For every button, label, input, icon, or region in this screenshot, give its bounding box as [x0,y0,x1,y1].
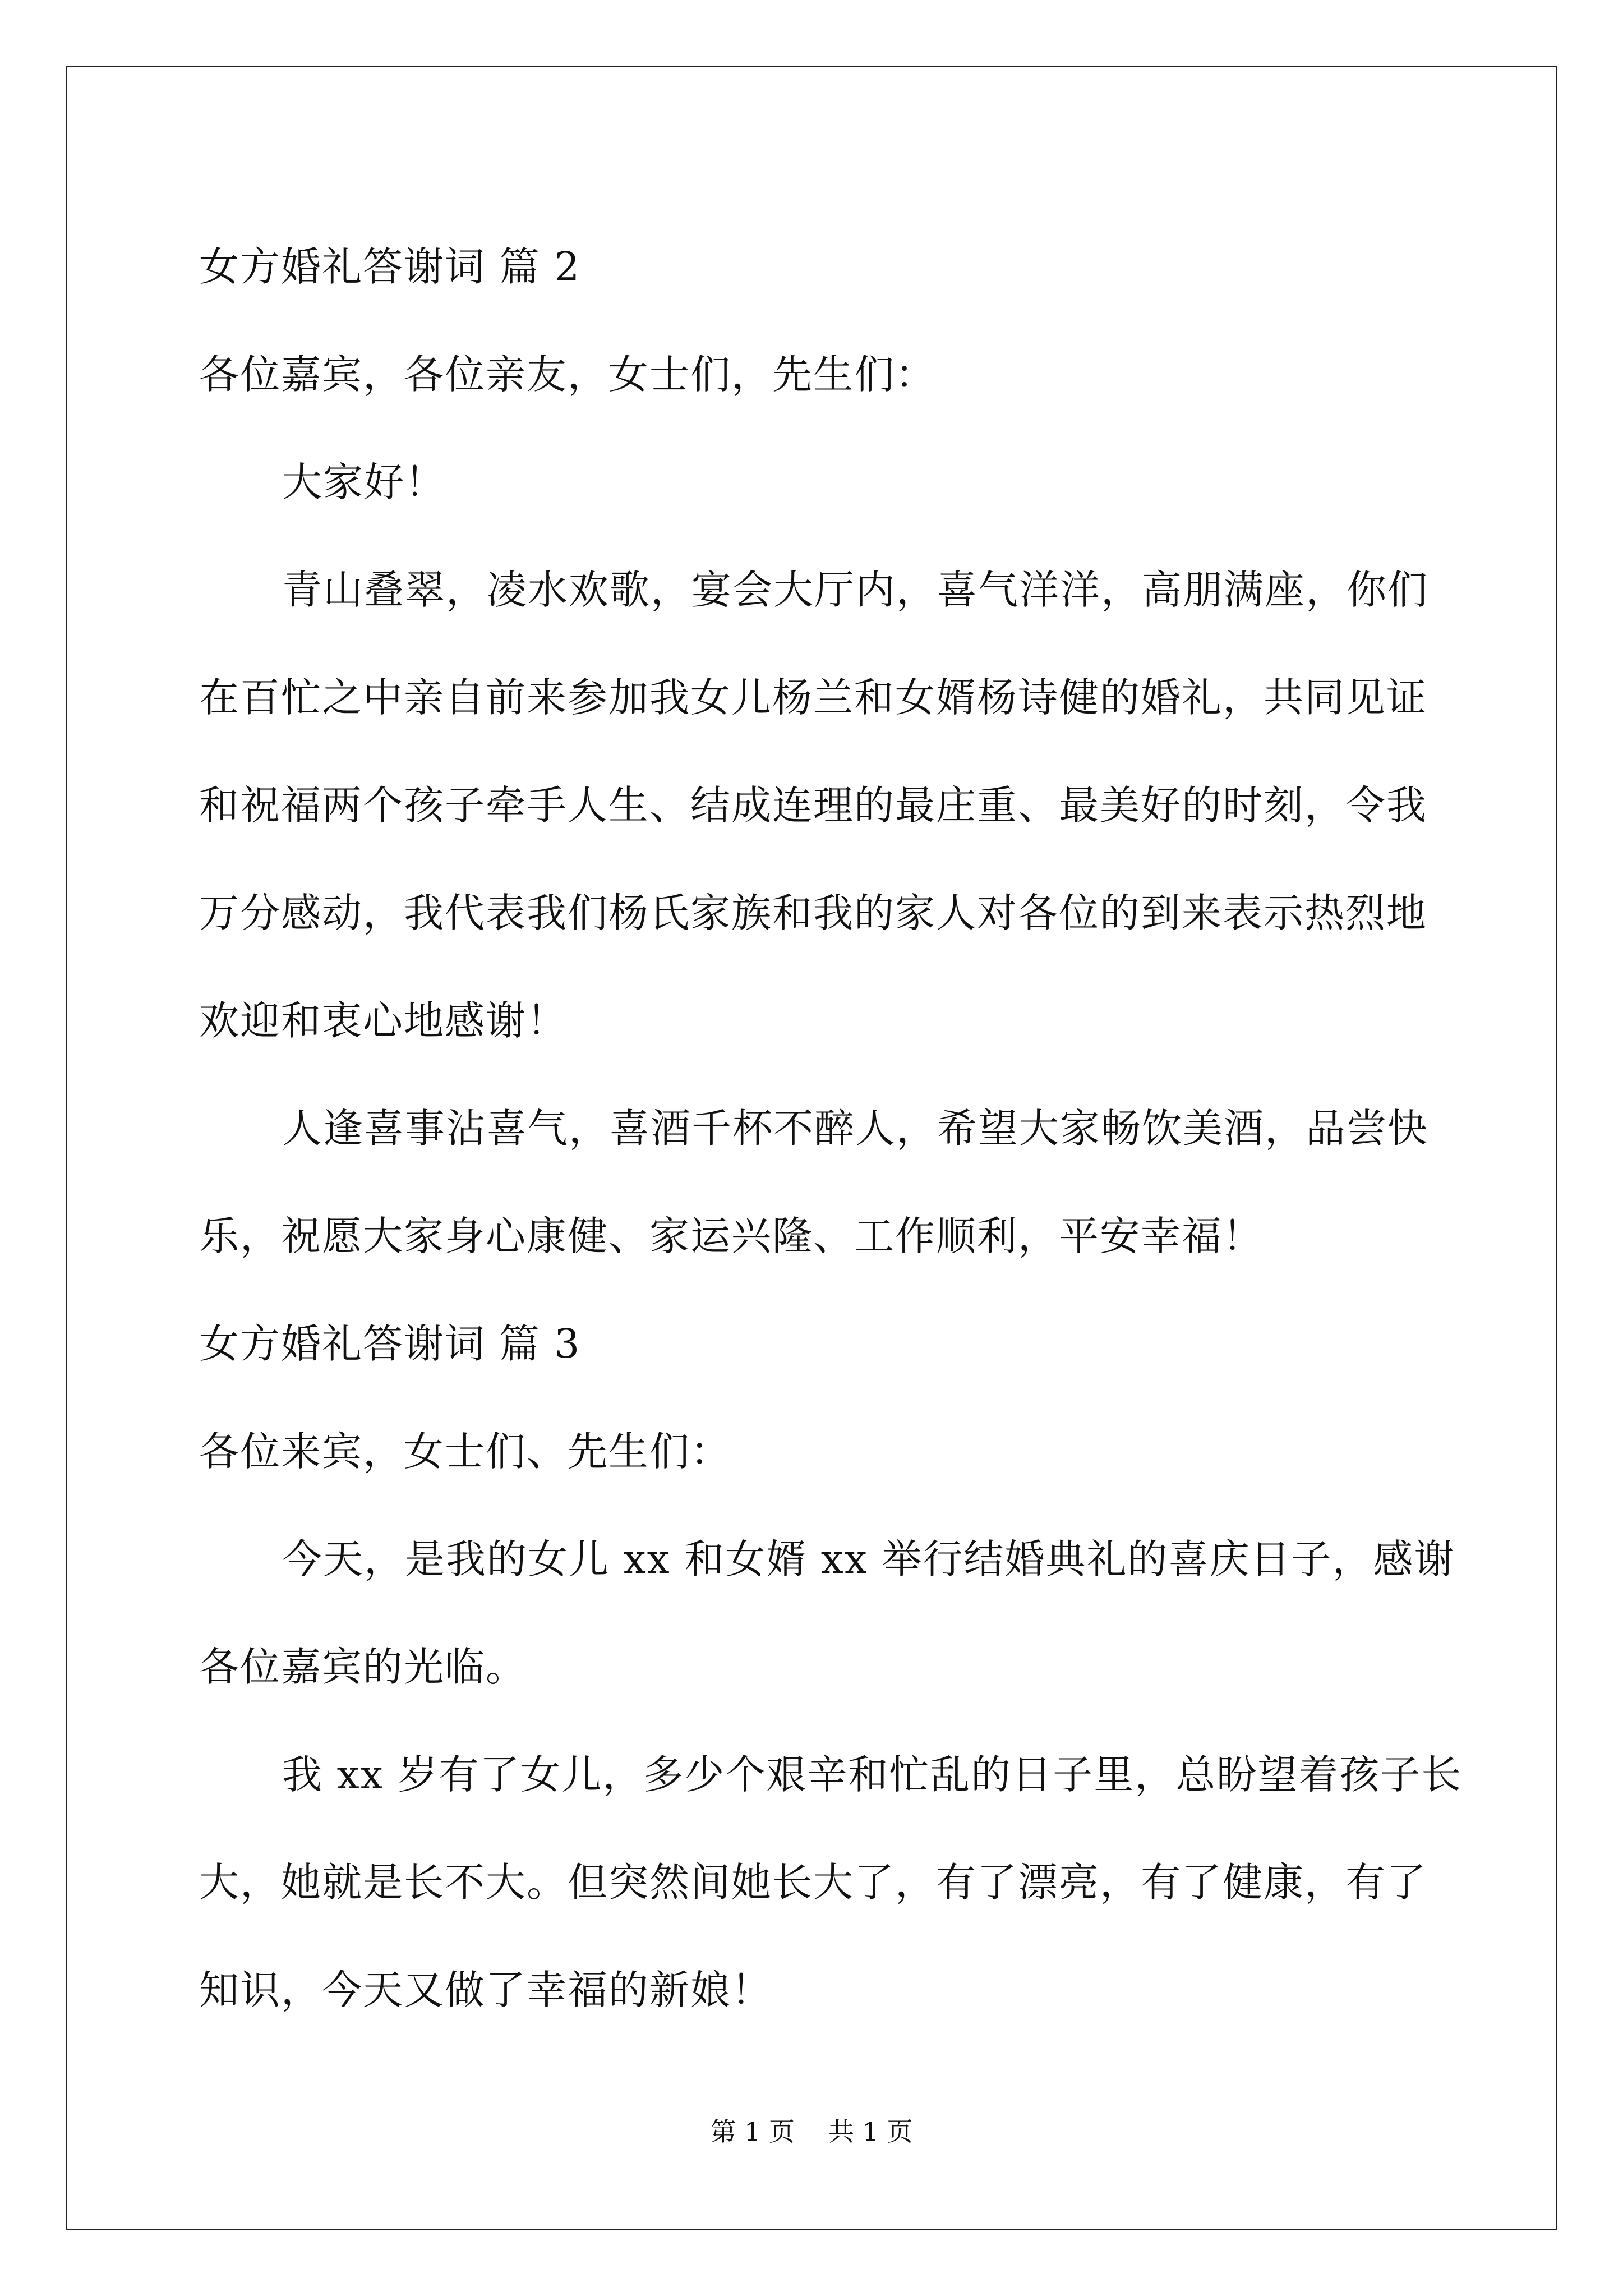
paragraph-line: 知识，今天又做了幸福的新娘！ [199,1967,773,2013]
section-title: 女方婚礼答谢词 篇 2 [199,243,581,290]
page-footer [0,2115,1623,2148]
document-body [199,213,1463,2044]
salutation: 各位嘉宾，各位亲友，女士们，先生们： [199,351,937,398]
paragraph-line: 大，她就是长不大。但突然间她长大了，有了漂亮，有了健康，有了 [199,1859,1428,1906]
paragraph-line: 在百忙之中亲自前来参加我女儿杨兰和女婿杨诗健的婚礼，共同见证 [199,674,1428,721]
paragraph-line: 我 xx 岁有了女儿，多少个艰辛和忙乱的日子里，总盼望着孩子长 [282,1751,1463,1798]
paragraph-line: 乐，祝愿大家身心康健、家运兴隆、工作顺利，平安幸福！ [199,1213,1264,1259]
paragraph-line: 欢迎和衷心地感谢！ [199,997,568,1044]
paragraph-line: 今天，是我的女儿 xx 和女婿 xx 举行结婚典礼的喜庆日子，感谢 [282,1536,1455,1582]
salutation: 各位来宾，女士们、先生们： [199,1428,732,1475]
paragraph-line: 各位嘉宾的光临。 [199,1644,527,1690]
paragraph-line: 大家好！ [282,459,446,505]
paragraph-line: 人逢喜事沾喜气，喜酒千杯不醉人，希望大家畅饮美酒，品尝快 [282,1105,1429,1152]
paragraph-line: 和祝福两个孩子牵手人生、结成连理的最庄重、最美好的时刻，令我 [199,782,1428,829]
page-number: 第 1 页 [710,2116,795,2147]
paragraph-line: 万分感动，我代表我们杨氏家族和我的家人对各位的到来表示热烈地 [199,890,1428,936]
section-title: 女方婚礼答谢词 篇 3 [199,1320,581,1367]
page-total: 共 1 页 [828,2116,913,2147]
paragraph-line: 青山叠翠，凌水欢歌，宴会大厅内，喜气洋洋，高朋满座，你们 [282,567,1429,613]
